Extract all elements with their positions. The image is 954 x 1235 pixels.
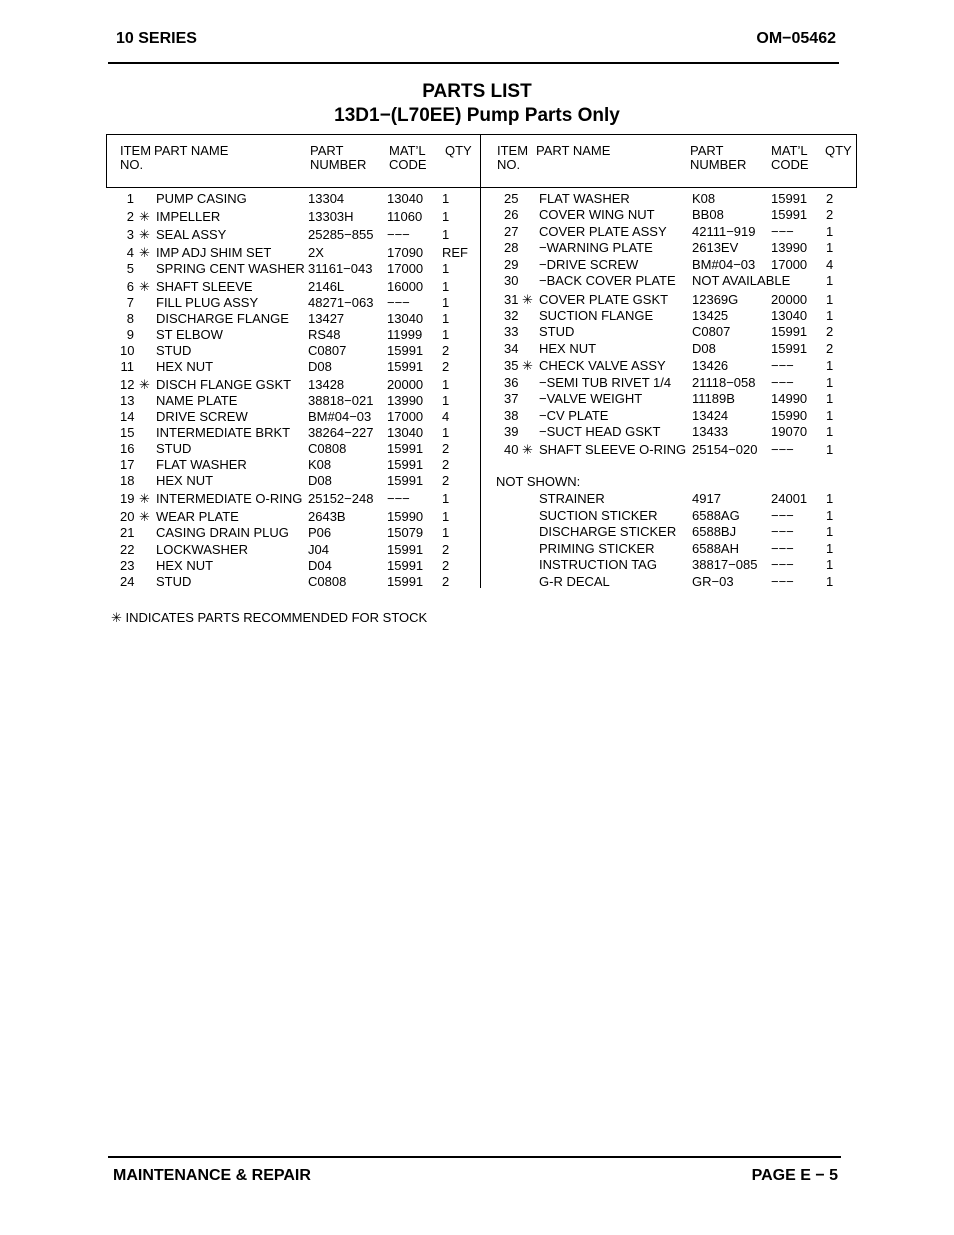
item-number: 22 xyxy=(120,542,135,557)
part-number: 13433 xyxy=(692,424,729,439)
part-number: 48271−063 xyxy=(308,295,374,310)
part-number: 25152−248 xyxy=(308,491,374,506)
part-name: PUMP CASING xyxy=(156,191,247,206)
stock-note-text: INDICATES PARTS RECOMMENDED FOR STOCK xyxy=(125,610,428,625)
quantity: 1 xyxy=(826,358,834,373)
table-row xyxy=(0,391,954,407)
material-code: 13990 xyxy=(387,393,424,408)
part-name: DISCHARGE STICKER xyxy=(539,524,677,539)
item-number: 5 xyxy=(126,261,134,276)
quantity: 1 xyxy=(826,308,834,323)
material-code: 15991 xyxy=(771,324,808,339)
part-number: P06 xyxy=(308,525,332,540)
item-number: 7 xyxy=(126,295,134,310)
material-code: 24001 xyxy=(771,491,808,506)
quantity: 1 xyxy=(442,491,450,506)
part-number: 38817−085 xyxy=(692,557,758,572)
part-name: −CV PLATE xyxy=(539,408,609,423)
material-code: −−− xyxy=(387,227,410,242)
quantity: 1 xyxy=(826,557,834,572)
quantity: 1 xyxy=(442,279,450,294)
part-name: HEX NUT xyxy=(156,558,214,573)
part-number: NOT AVAILABLE xyxy=(692,273,791,288)
item-number: 8 xyxy=(126,311,134,326)
part-name: STRAINER xyxy=(539,491,605,506)
part-number: D08 xyxy=(308,359,332,374)
stock-marker-icon: ✳ xyxy=(139,509,150,524)
part-name-header: PART NAME xyxy=(154,143,229,158)
material-code: −−− xyxy=(387,295,410,310)
quantity: 2 xyxy=(442,457,450,472)
part-number: GR−03 xyxy=(692,574,734,589)
table-row xyxy=(0,442,954,458)
table-row xyxy=(0,224,954,240)
part-number: 6588BJ xyxy=(692,524,737,539)
part-number: 2146L xyxy=(308,279,345,294)
item-number: 37 xyxy=(504,391,519,406)
stock-marker-icon: ✳ xyxy=(139,377,150,392)
part-name-header: PART NAME xyxy=(536,143,611,158)
table-row xyxy=(0,341,954,357)
part-number: J04 xyxy=(308,542,329,557)
part-name: SHAFT SLEEVE O-RING xyxy=(539,442,687,457)
material-code-header: MAT’L CODE xyxy=(771,143,809,172)
quantity: 2 xyxy=(442,473,450,488)
part-number: 13427 xyxy=(308,311,345,326)
quantity: 1 xyxy=(826,273,834,288)
part-name: HEX NUT xyxy=(539,341,597,356)
part-name: IMP ADJ SHIM SET xyxy=(156,245,272,260)
item-number: 2 xyxy=(126,209,134,224)
part-number: K08 xyxy=(308,457,332,472)
quantity: 1 xyxy=(442,509,450,524)
material-code: 15991 xyxy=(387,558,424,573)
part-number: 25154−020 xyxy=(692,442,758,457)
part-number: C0807 xyxy=(308,343,347,358)
item-number: 40 xyxy=(504,442,519,457)
material-code: 14990 xyxy=(771,391,808,406)
stock-marker-icon: ✳ xyxy=(139,245,150,260)
qty-header: QTY xyxy=(445,143,472,158)
material-code: 15991 xyxy=(387,542,424,557)
item-number: 28 xyxy=(504,240,519,255)
material-code: 17000 xyxy=(387,261,424,276)
qty-header: QTY xyxy=(825,143,852,158)
part-number: 6588AH xyxy=(692,541,739,556)
material-code: −−− xyxy=(771,508,794,523)
table-row xyxy=(0,408,954,424)
item-number: 21 xyxy=(120,525,135,540)
item-number: 38 xyxy=(504,408,519,423)
page-subtitle: 13D1−(L70EE) Pump Parts Only xyxy=(334,105,620,126)
material-code: 13040 xyxy=(771,308,808,323)
page-header xyxy=(108,0,839,64)
part-name: COVER PLATE GSKT xyxy=(539,292,669,307)
quantity: 1 xyxy=(826,375,834,390)
item-number: 27 xyxy=(504,224,519,239)
quantity: 1 xyxy=(826,391,834,406)
part-number: D04 xyxy=(308,558,332,573)
quantity: 1 xyxy=(826,491,834,506)
page-number: PAGE E − 5 xyxy=(751,1167,838,1184)
item-number: 20 xyxy=(120,509,135,524)
material-code: 11060 xyxy=(387,209,423,224)
table-row xyxy=(0,424,954,440)
stock-marker-icon: ✳ xyxy=(139,227,150,242)
part-name: IMPELLER xyxy=(156,209,221,224)
part-name: −VALVE WEIGHT xyxy=(539,391,643,406)
table-row xyxy=(0,207,954,223)
material-code: 15991 xyxy=(771,341,808,356)
part-number: D08 xyxy=(692,341,716,356)
part-number: C0807 xyxy=(692,324,731,339)
part-number: 38264−227 xyxy=(308,425,374,440)
material-code: 13040 xyxy=(387,311,424,326)
part-name: NAME PLATE xyxy=(156,393,238,408)
part-number: 4917 xyxy=(692,491,721,506)
part-number: D08 xyxy=(308,473,332,488)
part-name: FILL PLUG ASSY xyxy=(156,295,259,310)
item-no-header: ITEM NO. xyxy=(497,143,529,172)
table-row xyxy=(0,257,954,273)
stock-marker-icon: ✳ xyxy=(522,442,533,457)
material-code: 17000 xyxy=(387,409,424,424)
quantity: 1 xyxy=(442,261,450,276)
item-number: 36 xyxy=(504,375,519,390)
material-code: −−− xyxy=(771,557,794,572)
item-number: 4 xyxy=(126,245,134,260)
table-row xyxy=(0,491,954,507)
quantity: 2 xyxy=(826,207,834,222)
material-code: 11999 xyxy=(387,327,423,342)
item-number: 14 xyxy=(120,409,135,424)
item-number: 30 xyxy=(504,273,519,288)
quantity: 1 xyxy=(442,425,450,440)
part-number: 13424 xyxy=(692,408,729,423)
part-name: COVER WING NUT xyxy=(539,207,655,222)
quantity: 1 xyxy=(442,311,450,326)
material-code: 15990 xyxy=(387,509,424,524)
part-name: INSTRUCTION TAG xyxy=(539,557,657,572)
material-code: −−− xyxy=(387,491,410,506)
part-number: 31161−043 xyxy=(308,261,373,276)
item-number: 33 xyxy=(504,324,519,339)
material-code: 15990 xyxy=(771,408,808,423)
part-name: −DRIVE SCREW xyxy=(539,257,639,272)
quantity: 2 xyxy=(826,324,834,339)
material-code: 13040 xyxy=(387,425,424,440)
part-name: HEX NUT xyxy=(156,359,214,374)
quantity: 1 xyxy=(826,224,834,239)
item-number: 16 xyxy=(120,441,135,456)
quantity: 1 xyxy=(442,295,450,310)
material-code: 15991 xyxy=(387,359,424,374)
material-code: −−− xyxy=(771,442,794,457)
item-number: 31 xyxy=(504,292,519,307)
item-number: 3 xyxy=(126,227,134,242)
quantity: 2 xyxy=(442,558,450,573)
part-name: STUD xyxy=(156,441,192,456)
part-number: K08 xyxy=(692,191,716,206)
stock-marker-icon: ✳ xyxy=(522,292,533,307)
part-name: ST ELBOW xyxy=(156,327,223,342)
part-name: WEAR PLATE xyxy=(156,509,239,524)
not-shown-label: NOT SHOWN: xyxy=(496,474,581,489)
stock-marker-icon: ✳ xyxy=(139,209,150,224)
part-number: RS48 xyxy=(308,327,341,342)
item-number: 18 xyxy=(120,473,135,488)
item-number: 32 xyxy=(504,308,519,323)
section-label: MAINTENANCE & REPAIR xyxy=(113,1167,311,1184)
page-footer xyxy=(108,1156,841,1184)
quantity: 1 xyxy=(826,292,834,307)
part-number: BM#04−03 xyxy=(308,409,372,424)
quantity: 2 xyxy=(442,542,450,557)
stock-marker-icon: ✳ xyxy=(522,358,533,373)
part-number: 13425 xyxy=(692,308,729,323)
table-row xyxy=(0,557,954,573)
table-row xyxy=(0,240,954,256)
part-name: −WARNING PLATE xyxy=(539,240,653,255)
quantity: 2 xyxy=(442,359,450,374)
quantity: 2 xyxy=(826,191,834,206)
item-number: 26 xyxy=(504,207,519,222)
table-row xyxy=(0,273,954,289)
material-code: 15991 xyxy=(387,441,424,456)
item-no-header: ITEM NO. xyxy=(120,143,152,172)
material-code: 15991 xyxy=(387,473,424,488)
material-code: −−− xyxy=(771,375,794,390)
part-name: −SUCT HEAD GSKT xyxy=(539,424,661,439)
material-code: 17000 xyxy=(771,257,808,272)
part-name: STUD xyxy=(156,574,192,589)
quantity: 1 xyxy=(442,227,450,242)
quantity: 1 xyxy=(442,191,450,206)
quantity: 2 xyxy=(826,341,834,356)
quantity: 1 xyxy=(826,524,834,539)
part-name: DISCHARGE FLANGE xyxy=(156,311,289,326)
material-code: 15991 xyxy=(387,343,424,358)
part-number: 2613EV xyxy=(692,240,739,255)
quantity: 1 xyxy=(826,408,834,423)
table-row xyxy=(0,292,954,308)
table-row xyxy=(0,541,954,557)
quantity: 4 xyxy=(442,409,450,424)
quantity: 4 xyxy=(826,257,834,272)
item-number: 29 xyxy=(504,257,519,272)
item-number: 1 xyxy=(126,191,134,206)
part-number-header: PART NUMBER xyxy=(690,143,747,172)
table-row xyxy=(0,308,954,324)
document-number: OM−05462 xyxy=(756,30,836,47)
item-number: 13 xyxy=(120,393,135,408)
table-row xyxy=(0,375,954,391)
item-number: 23 xyxy=(120,558,135,573)
part-number: 12369G xyxy=(692,292,739,307)
part-name: INTERMEDIATE BRKT xyxy=(156,425,291,440)
quantity: 1 xyxy=(826,442,834,457)
quantity: 1 xyxy=(826,240,834,255)
part-name: SPRING CENT WASHER xyxy=(156,261,305,276)
part-name: COVER PLATE ASSY xyxy=(539,224,667,239)
part-number: 13303H xyxy=(308,209,354,224)
right-column-header xyxy=(481,134,857,188)
item-number: 9 xyxy=(126,327,134,342)
quantity: 2 xyxy=(442,574,450,589)
part-name: G-R DECAL xyxy=(539,574,610,589)
left-column-header xyxy=(106,134,481,188)
part-number: 13428 xyxy=(308,377,345,392)
stock-marker-icon: ✳ xyxy=(139,279,150,294)
part-number: 6588AG xyxy=(692,508,740,523)
part-number: BM#04−03 xyxy=(692,257,756,272)
part-number: C0808 xyxy=(308,574,347,589)
item-number: 17 xyxy=(120,457,135,472)
quantity: REF xyxy=(442,245,468,260)
quantity: 1 xyxy=(442,525,450,540)
item-number: 11 xyxy=(120,359,134,374)
material-code: −−− xyxy=(771,541,794,556)
quantity: 2 xyxy=(442,441,450,456)
part-name: STUD xyxy=(156,343,192,358)
page-title: PARTS LIST xyxy=(422,81,532,102)
part-name: STUD xyxy=(539,324,575,339)
stock-note xyxy=(111,610,427,626)
material-code: −−− xyxy=(771,574,794,589)
table-row xyxy=(0,524,954,540)
material-code: 15079 xyxy=(387,525,424,540)
part-name: INTERMEDIATE O-RING xyxy=(156,491,303,506)
table-row xyxy=(0,508,954,524)
material-code: 15991 xyxy=(387,457,424,472)
part-name: −SEMI TUB RIVET 1/4 xyxy=(539,375,672,390)
part-name: CHECK VALVE ASSY xyxy=(539,358,666,373)
part-number: 38818−021 xyxy=(308,393,374,408)
stock-marker-icon: ✳ xyxy=(139,491,150,506)
material-code: 20000 xyxy=(771,292,808,307)
part-name: SUCTION FLANGE xyxy=(539,308,654,323)
part-number: C0808 xyxy=(308,441,347,456)
item-number: 19 xyxy=(120,491,135,506)
material-code-header: MAT’L CODE xyxy=(389,143,427,172)
item-number: 34 xyxy=(504,341,519,356)
part-number: BB08 xyxy=(692,207,724,222)
material-code: −−− xyxy=(771,224,794,239)
part-name: SEAL ASSY xyxy=(156,227,227,242)
item-number: 15 xyxy=(120,425,135,440)
quantity: 1 xyxy=(826,541,834,556)
table-row xyxy=(0,473,954,489)
item-number: 39 xyxy=(504,424,519,439)
material-code: 15991 xyxy=(771,207,808,222)
part-name: SUCTION STICKER xyxy=(539,508,658,523)
part-number: 11189B xyxy=(692,391,735,406)
material-code: 16000 xyxy=(387,279,424,294)
part-number: 13304 xyxy=(308,191,345,206)
part-number: 13426 xyxy=(692,358,729,373)
part-number: 21118−058 xyxy=(692,375,756,390)
part-name: LOCKWASHER xyxy=(156,542,248,557)
material-code: 19070 xyxy=(771,424,808,439)
item-number: 6 xyxy=(126,279,134,294)
material-code: 13990 xyxy=(771,240,808,255)
table-row xyxy=(0,574,954,590)
part-name: FLAT WASHER xyxy=(539,191,630,206)
quantity: 1 xyxy=(442,327,450,342)
part-number: 2X xyxy=(308,245,324,260)
part-name: HEX NUT xyxy=(156,473,214,488)
part-number-header: PART NUMBER xyxy=(310,143,367,172)
table-row xyxy=(0,191,954,207)
part-name: SHAFT SLEEVE xyxy=(156,279,253,294)
item-number: 25 xyxy=(504,191,519,206)
part-number: 42111−919 xyxy=(692,224,756,239)
quantity: 1 xyxy=(442,393,450,408)
part-name: DISCH FLANGE GSKT xyxy=(156,377,292,392)
material-code: −−− xyxy=(771,524,794,539)
material-code: 15991 xyxy=(771,191,808,206)
material-code: 17090 xyxy=(387,245,424,260)
table-row xyxy=(0,324,954,340)
material-code: 15991 xyxy=(387,574,424,589)
material-code: −−− xyxy=(771,358,794,373)
item-number: 12 xyxy=(120,377,135,392)
quantity: 1 xyxy=(826,574,834,589)
part-number: 25285−855 xyxy=(308,227,374,242)
stock-marker-icon: ✳ xyxy=(111,610,122,625)
part-name: CASING DRAIN PLUG xyxy=(156,525,289,540)
part-name: −BACK COVER PLATE xyxy=(539,273,676,288)
item-number: 35 xyxy=(504,358,519,373)
quantity: 1 xyxy=(442,377,450,392)
part-name: FLAT WASHER xyxy=(156,457,247,472)
quantity: 1 xyxy=(826,508,834,523)
item-number: 10 xyxy=(120,343,135,358)
quantity: 1 xyxy=(826,424,834,439)
table-row xyxy=(0,457,954,473)
part-number: 2643B xyxy=(308,509,346,524)
part-name: DRIVE SCREW xyxy=(156,409,248,424)
quantity: 1 xyxy=(442,209,450,224)
part-name: PRIMING STICKER xyxy=(539,541,655,556)
item-number: 24 xyxy=(120,574,135,589)
material-code: 20000 xyxy=(387,377,424,392)
material-code: 13040 xyxy=(387,191,424,206)
quantity: 2 xyxy=(442,343,450,358)
table-row xyxy=(0,358,954,374)
series-label: 10 SERIES xyxy=(116,30,197,47)
